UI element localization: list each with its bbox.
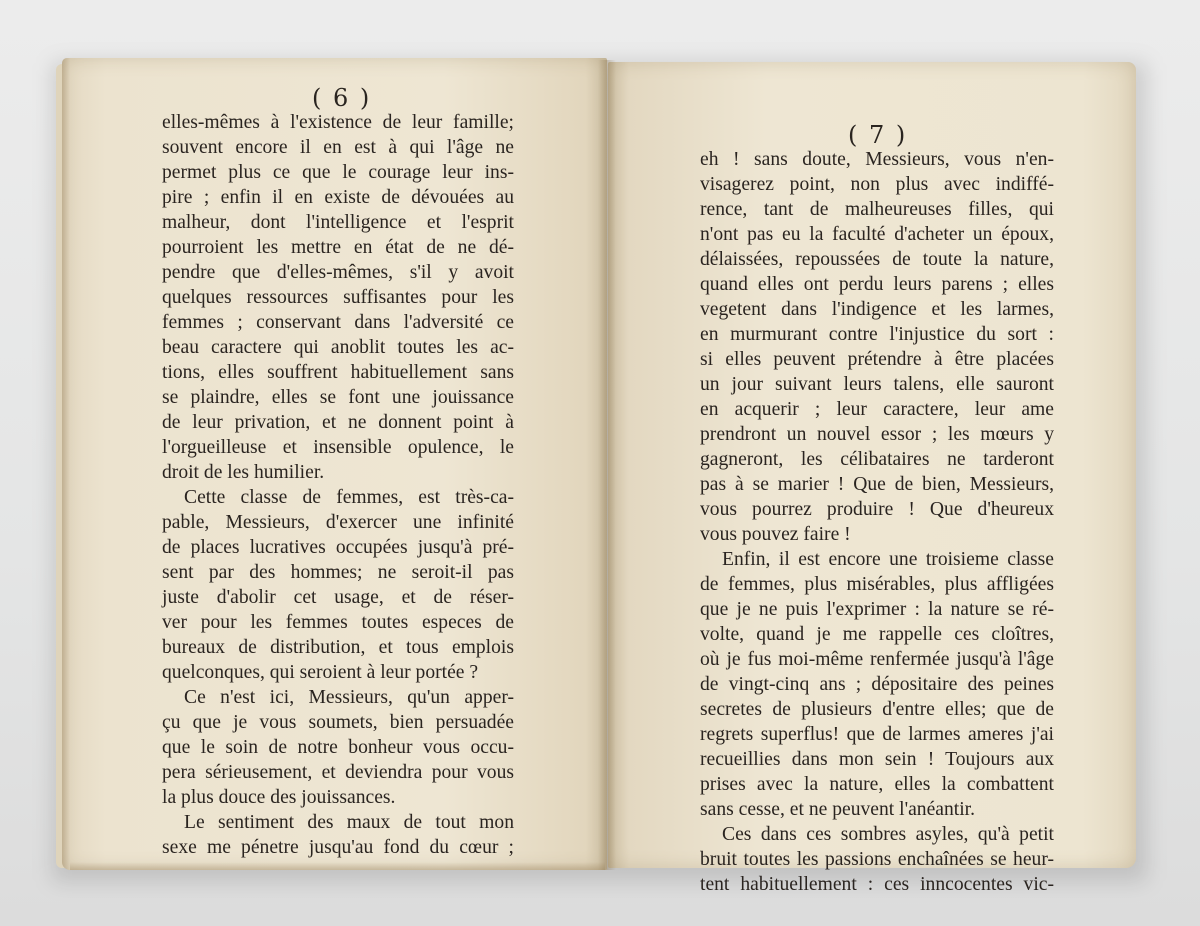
text-line: l'orgueilleuse et insensible opulence, le — [162, 437, 514, 458]
text-line: tent habituellement : ces inncocentes vic- — [700, 874, 1054, 895]
text-line: se plaindre, elles se font une jouissance — [162, 387, 514, 408]
text-line: la plus douce des jouissances. — [162, 787, 396, 808]
text-line: quand elles ont perdu leurs parens ; elles — [700, 274, 1054, 295]
text-line: femmes ; conservant dans l'adversité ce — [162, 312, 514, 333]
text-line: de places lucratives occupées jusqu'à pré- — [162, 537, 514, 558]
text-line: où je fus moi-même renfermée jusqu'à l'âge — [700, 649, 1054, 670]
text-line: volte, quand je me rappelle ces cloîtres, — [700, 624, 1054, 645]
text-line: gagneront, les célibataires ne tarderont — [700, 449, 1054, 470]
text-line: juste d'abolir cet usage, et de réser- — [162, 587, 514, 608]
text-line: eh ! sans doute, Messieurs, vous n'en- — [700, 149, 1054, 170]
text-line: si elles peuvent prétendre à être placées — [700, 349, 1054, 370]
text-line: visagerez point, non plus avec indiffé- — [700, 174, 1054, 195]
text-line: que je ne puis l'exprimer : la nature se ré- — [700, 599, 1054, 620]
text-line: n'ont pas eu la faculté d'acheter un époux, — [700, 224, 1054, 245]
text-line: prises avec la nature, elles la combattent — [700, 774, 1054, 795]
left-page-bottom-edge — [70, 862, 605, 870]
right-page-text — [700, 147, 1054, 897]
text-line: tions, elles souffrent habituellement sans — [162, 362, 514, 383]
text-line: pas à se marier ! Que de bien, Messieurs, — [700, 474, 1054, 495]
text-line: prendront un nouvel essor ; les mœurs y — [700, 424, 1054, 445]
text-line: vegetent dans l'indigence et les larmes, — [700, 299, 1054, 320]
text-line: pire ; enfin il en existe de dévouées au — [162, 187, 514, 208]
text-line: vous pouvez faire ! — [700, 524, 851, 545]
text-line: droit de les humilier. — [162, 462, 325, 483]
text-line: vous pourrez produire ! Que d'heureux — [700, 499, 1054, 520]
text-line: pera sérieusement, et deviendra pour vous — [162, 762, 514, 783]
text-line: permet plus ce que le courage leur ins- — [162, 162, 514, 183]
text-line: bruit toutes les passions enchaînées se heur- — [700, 849, 1054, 870]
text-line: çu que je vous soumets, bien persuadée — [162, 712, 514, 733]
text-line: sexe me pénetre jusqu'au fond du cœur ; — [162, 837, 514, 858]
text-line: malheur, dont l'intelligence et l'esprit — [162, 212, 514, 233]
left-page-number: ( 6 ) — [312, 84, 372, 112]
text-line: en murmurant contre l'injustice du sort : — [700, 324, 1054, 345]
text-line: que le soin de notre bonheur vous occu- — [162, 737, 514, 758]
left-page-text — [162, 110, 514, 860]
right-page-number: ( 7 ) — [848, 121, 908, 149]
text-line: quelques ressources suffisantes pour les — [162, 287, 514, 308]
text-line: Ces dans ces sombres asyles, qu'à petit — [722, 824, 1054, 845]
text-line: de femmes, plus misérables, plus affligées — [700, 574, 1054, 595]
text-line: rence, tant de malheureuses filles, qui — [700, 199, 1054, 220]
text-line: sent par des hommes; ne seroit-il pas — [162, 562, 514, 583]
text-line: délaissées, repoussées de toute la nature, — [700, 249, 1054, 270]
text-line: Cette classe de femmes, est très-ca- — [184, 487, 514, 508]
text-line: pourroient les mettre en état de ne dé- — [162, 237, 514, 258]
text-line: souvent encore il en est à qui l'âge ne — [162, 137, 514, 158]
text-line: ver pour les femmes toutes especes de — [162, 612, 514, 633]
text-line: elles-mêmes à l'existence de leur famille; — [162, 112, 514, 133]
text-line: Ce n'est ici, Messieurs, qu'un apper- — [184, 687, 514, 708]
text-line: recueillies dans mon sein ! Toujours aux — [700, 749, 1054, 770]
text-line: secretes de plusieurs d'entre elles; que de — [700, 699, 1054, 720]
text-line: quelconques, qui seroient à leur portée ? — [162, 662, 479, 683]
text-line: sans cesse, et ne peuvent l'anéantir. — [700, 799, 976, 820]
text-line: regrets superflus! que de larmes ameres j'ai — [700, 724, 1054, 745]
book-gutter — [598, 60, 616, 870]
text-line: beau caractere qui anoblit toutes les ac- — [162, 337, 514, 358]
text-line: un jour suivant leurs talens, elle sauront — [700, 374, 1054, 395]
left-page-edge — [62, 58, 70, 870]
text-line: Enfin, il est encore une troisieme classe — [722, 549, 1054, 570]
text-line: bureaux de distribution, et tous emplois — [162, 637, 514, 658]
text-line: pable, Messieurs, d'exercer une infinité — [162, 512, 514, 533]
text-line: pendre que d'elles-mêmes, s'il y avoit — [162, 262, 514, 283]
text-line: de vingt-cinq ans ; dépositaire des peines — [700, 674, 1054, 695]
text-line: de leur privation, et ne donnent point à — [162, 412, 514, 433]
text-line: Le sentiment des maux de tout mon — [184, 812, 514, 833]
text-line: en acquerir ; leur caractere, leur ame — [700, 399, 1054, 420]
